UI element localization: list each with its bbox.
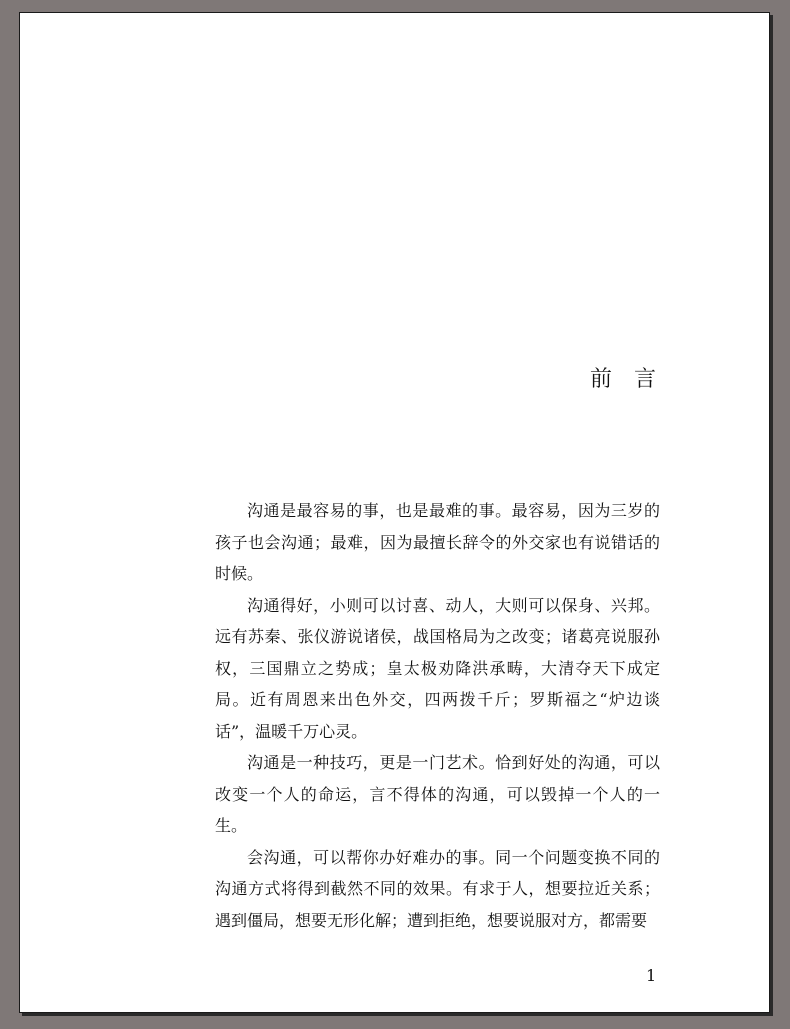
page-number: 1 [646,966,657,985]
paragraph-3: 沟通是一种技巧，更是一门艺术。恰到好处的沟通，可以改变一个人的命运，言不得体的沟通，可以毁掉一个人的一生。 [215,753,660,835]
paragraph-4: 会沟通，可以帮你办好难办的事。同一个问题变换不同的沟通方式将得到截然不同的效果。有求于人，想要拉近关系；遇到僵局，想要无形化解；遭到拒绝，想要说服对方，都需要 [215,847,660,930]
page-title: 前 言 [589,367,656,392]
paragraph-2: 沟通得好，小则可以讨喜、动人，大则可以保身、兴邦。远有苏秦、张仪游说诸侯，战国格局为之改变；诸葛亮说服孙权，三国鼎立之势成；皇太极劝降洪承畴，大清夺天下成定局。近有周恩来出色外交，四两拨千斤；罗斯福之“炉边谈话”，温暖千万心灵。 [215,595,660,741]
body-text [215,495,660,936]
document-page [19,12,770,1013]
paragraph-1: 沟通是最容易的事，也是最难的事。最容易，因为三岁的孩子也会沟通；最难，因为最擅长辞令的外交家也有说错话的时候。 [215,501,660,583]
